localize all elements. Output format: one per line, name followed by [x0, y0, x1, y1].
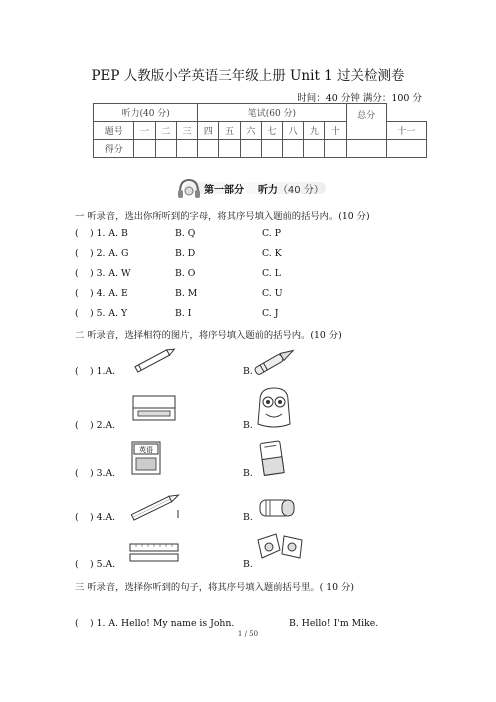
option-b: B. — [243, 559, 253, 570]
section-points: （40 分） — [277, 185, 324, 196]
col-number: 八 — [283, 122, 304, 140]
option-b: B. Q — [175, 228, 196, 239]
col-number: 七 — [261, 122, 282, 140]
eraser-icon — [256, 438, 290, 478]
page-title: PEP 人教版小学英语三年级上册 Unit 1 过关检测卷 — [91, 68, 405, 84]
score-cell[interactable] — [304, 140, 325, 158]
option-c: C. K — [262, 248, 282, 259]
score-cell[interactable] — [198, 140, 219, 158]
score-cell[interactable] — [134, 140, 155, 158]
option-a: ) 1. A. B — [90, 228, 128, 239]
row-label-number: 题号 — [94, 122, 134, 140]
answer-bracket[interactable]: ( — [75, 559, 79, 570]
option-b: B. Hello! I'm Mike. — [289, 618, 379, 629]
answer-bracket[interactable]: ( — [75, 366, 79, 377]
col-number: 一 — [134, 122, 155, 140]
score-cell[interactable] — [219, 140, 240, 158]
col-number: 九 — [304, 122, 325, 140]
col-number: 六 — [240, 122, 261, 140]
headphones-icon — [176, 176, 202, 200]
option-b: B. D — [175, 248, 196, 259]
sharpener-icon — [254, 530, 310, 566]
score-cell[interactable] — [283, 140, 304, 158]
q3-prompt: 三 听录音，选择你听到的句子，将其序号填入题前括号里。( 10 分) — [75, 582, 354, 593]
score-table — [93, 103, 427, 158]
listening-header: 听力(40 分) — [94, 104, 198, 122]
option-a: ) 1. A. Hello! My name is John. — [90, 618, 235, 629]
section-banner — [176, 176, 326, 198]
option-a: ) 2.A. — [90, 420, 116, 431]
col-number: 十 — [325, 122, 346, 140]
answer-bracket[interactable]: ( — [75, 512, 79, 523]
option-a: ) 3.A. — [90, 468, 116, 479]
section-name: 听力 — [257, 185, 278, 196]
option-b: B. M — [175, 288, 198, 299]
answer-bracket[interactable]: ( — [75, 248, 79, 259]
row-label-score: 得分 — [94, 140, 134, 158]
score-cell[interactable] — [155, 140, 176, 158]
answer-bracket[interactable]: ( — [75, 288, 79, 299]
answer-bracket[interactable]: ( — [75, 420, 79, 431]
option-a: ) 5.A. — [90, 559, 116, 570]
score-cell[interactable] — [386, 140, 426, 158]
answer-bracket[interactable]: ( — [75, 308, 79, 319]
section-number: 第一部分 — [204, 185, 244, 196]
book-label: 英语 — [139, 446, 153, 454]
option-b: B. — [243, 420, 253, 431]
pencil-icon — [130, 345, 178, 375]
score-cell[interactable] — [261, 140, 282, 158]
glue-stick-icon — [254, 496, 300, 520]
score-cell[interactable] — [176, 140, 197, 158]
page-number: 1 / 50 — [237, 630, 259, 638]
answer-bracket[interactable]: ( — [75, 618, 79, 629]
option-b: B. — [243, 512, 253, 523]
option-c: C. P — [262, 228, 281, 239]
col-number: 四 — [198, 122, 219, 140]
long-pencil-icon — [128, 488, 184, 524]
q2-prompt: 二 听录音，选择相符的图片，将序号填入题前的括号内。(10 分) — [75, 330, 342, 341]
option-c: C. U — [262, 288, 283, 299]
total-header: 总分 — [346, 104, 386, 140]
col-number: 二 — [155, 122, 176, 140]
option-a: ) 1.A. — [90, 366, 116, 377]
answer-bracket[interactable]: ( — [75, 228, 79, 239]
col-number: 五 — [219, 122, 240, 140]
written-header: 笔试(60 分) — [198, 104, 346, 122]
option-b: B. I — [175, 308, 192, 319]
option-c: C. L — [262, 268, 281, 279]
col-number: 三 — [176, 122, 197, 140]
answer-bracket[interactable]: ( — [75, 468, 79, 479]
score-cell[interactable] — [346, 140, 386, 158]
option-a: ) 2. A. G — [90, 248, 129, 259]
score-cell[interactable] — [325, 140, 346, 158]
option-a: ) 4.A. — [90, 512, 116, 523]
option-b: B. — [243, 468, 253, 479]
bag-icon — [252, 384, 296, 430]
book-icon — [130, 440, 162, 476]
option-b: B. — [243, 366, 253, 377]
q1-prompt: 一 听录音，选出你所听到的字母，将其序号填入题前的括号内。(10 分) — [75, 211, 370, 222]
section-title — [204, 181, 324, 196]
pen-icon — [250, 344, 300, 378]
option-a: ) 5. A. Y — [90, 308, 128, 319]
col-number: 十一 — [386, 122, 426, 140]
exam-meta: 时间：40 分钟 满分：100 分 — [297, 93, 422, 104]
answer-bracket[interactable]: ( — [75, 268, 79, 279]
pencil-box-icon — [130, 392, 178, 424]
option-a: ) 3. A. W — [90, 268, 131, 279]
option-c: C. J — [262, 308, 279, 319]
option-b: B. O — [175, 268, 196, 279]
option-a: ) 4. A. E — [90, 288, 128, 299]
ruler-icon — [128, 540, 180, 566]
score-cell[interactable] — [240, 140, 261, 158]
